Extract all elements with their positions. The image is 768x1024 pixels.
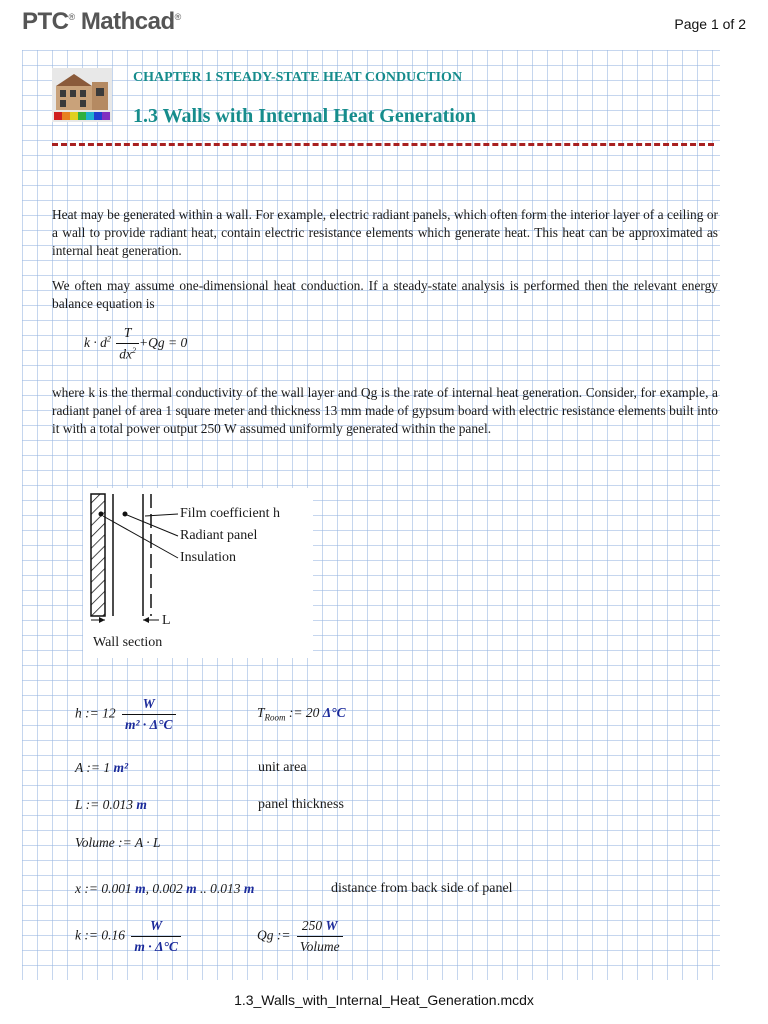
- ptc-mathcad-logo: PTC® Mathcad®: [22, 8, 181, 35]
- wall-section-figure: [83, 488, 313, 658]
- note-panel-thickness: panel thickness: [258, 797, 344, 812]
- paragraph-example: where k is the thermal conductivity of the wall layer and Qg is the rate of internal heat generation. Consider, for example, a radiant panel of area 1 square meter and thickness 13 mm made of gypsum board with electric resistance elements built into it with a total power output 250 W assumed uniformly generated within the panel.: [52, 385, 718, 436]
- section-title: 1.3 Walls with Internal Heat Generation: [133, 105, 476, 127]
- def-volume[interactable]: Volume := A · L: [75, 835, 161, 850]
- label-insulation: Insulation: [180, 550, 236, 565]
- chapter-title: CHAPTER 1 STEADY-STATE HEAT CONDUCTION: [133, 70, 463, 85]
- label-thickness-L: L: [162, 613, 171, 628]
- note-distance: distance from back side of panel: [331, 881, 513, 896]
- def-k[interactable]: k := 0.16 $\frac{W}{m \cdot \Delta^\circ C}$: [75, 918, 181, 955]
- paragraph-intro: Heat may be generated within a wall. For example, electric radiant panels, which often form the interior layer of a ceiling or a wall to provide radiant heat, contain electric resistance elements which generate heat. This heat can be approximated as internal heat generation.: [52, 207, 718, 258]
- def-h[interactable]: h := 12 $\frac{W}{\text{m² · Δ°C}}$: [75, 696, 176, 733]
- def-x-range[interactable]: x := 0.001 m, 0.002 m .. 0.013 m: [75, 881, 255, 896]
- note-unit-area: unit area: [258, 760, 307, 775]
- paragraph-assumption: We often may assume one-dimensional heat conduction. If a steady-state analysis is performed then the relevant energy balance equation is: [52, 278, 718, 311]
- def-area[interactable]: A := 1 m²: [75, 760, 129, 775]
- def-thickness[interactable]: L := 0.013 m: [75, 797, 147, 812]
- def-qg[interactable]: Qg := $\frac{250 W}{\text{Volume}}$: [257, 918, 343, 955]
- def-troom[interactable]: $T_{Room}$ := 20 Δ°C: [257, 705, 346, 723]
- section-divider: [52, 143, 714, 146]
- label-film-coefficient: Film coefficient h: [180, 506, 281, 521]
- page-number: Page 1 of 2: [674, 16, 746, 32]
- file-name: 1.3_Walls_with_Internal_Heat_Generation.mcdx: [234, 992, 534, 1008]
- building-icon: [52, 68, 112, 122]
- label-radiant-panel: Radiant panel: [180, 528, 258, 543]
- figure-caption: Wall section: [93, 635, 163, 650]
- energy-balance-equation[interactable]: $k \cdot d^2$ $\frac{T}{dx^2}$ +Qg = 0: [84, 325, 188, 362]
